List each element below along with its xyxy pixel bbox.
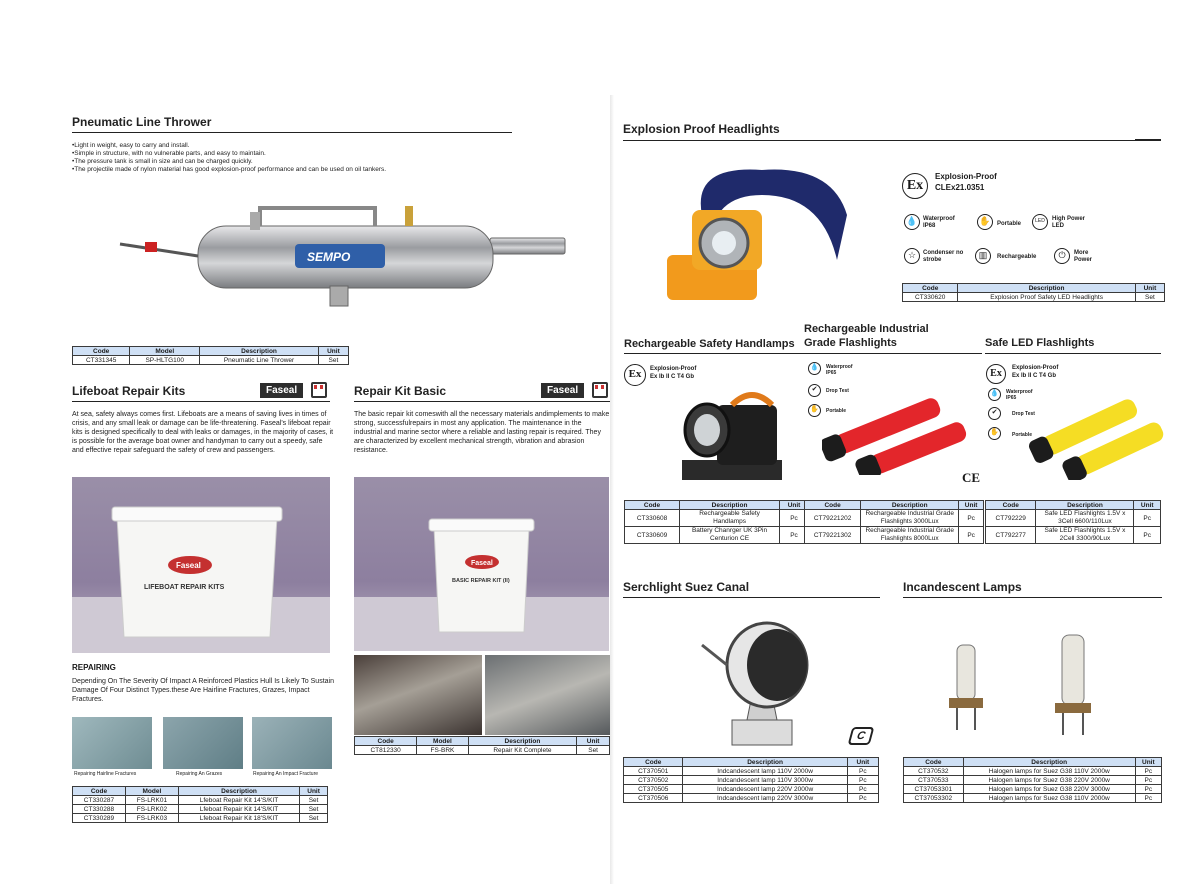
- col-model: Model: [130, 347, 200, 356]
- cell: Pc: [1134, 527, 1161, 544]
- bucket-label: LIFEBOAT REPAIR KITS: [144, 584, 225, 591]
- searchlight-table: [623, 757, 879, 803]
- cell: Pc: [1135, 794, 1161, 803]
- section-rule: [985, 353, 1161, 354]
- cell: Indcandescent lamp 220V 2000w: [683, 785, 847, 794]
- cell: CT331345: [73, 356, 130, 365]
- bucket-image: [72, 477, 330, 653]
- cell: Pc: [959, 527, 984, 544]
- col-description: Description: [200, 347, 319, 356]
- feature-condenser: Condenser no strobe: [923, 250, 964, 263]
- col-description: Description: [958, 284, 1136, 293]
- cell: Indcandescent lamp 110V 2000w: [683, 767, 847, 776]
- col-unit: Unit: [300, 787, 328, 796]
- right-page: [612, 0, 1200, 884]
- cell: Pc: [959, 510, 984, 527]
- table-row: [805, 527, 984, 544]
- feature-rechargeable: Rechargeable: [997, 254, 1037, 260]
- headlights-title: Explosion Proof Headlights: [623, 122, 780, 136]
- impact-photo: [252, 717, 332, 769]
- table-row: [904, 767, 1162, 776]
- feature-drop: Drop Test: [826, 388, 849, 394]
- red-flashlight-image: [822, 395, 972, 475]
- table-row: [986, 527, 1161, 544]
- cell: FS-LRK01: [125, 796, 178, 805]
- hairline-photo: [72, 717, 152, 769]
- searchlight-title: Serchlight Suez Canal: [623, 580, 750, 594]
- col-code: Code: [624, 758, 683, 767]
- cell: SP-HLTG100: [130, 356, 200, 365]
- bullet-item: • Light in weight, easy to carry and install.: [72, 142, 392, 150]
- bullet-item: • Simple in structure, with no vulnerable parts, and easy to maintain.: [72, 150, 392, 158]
- col-code: Code: [73, 347, 130, 356]
- cell: Rechargeable Safety Handlamps: [680, 510, 780, 527]
- feature-waterproof: Waterproof IP65: [826, 364, 853, 376]
- table-row: [904, 785, 1162, 794]
- col-unit: Unit: [847, 758, 878, 767]
- table-row: [904, 794, 1162, 803]
- cell: Pc: [1135, 767, 1161, 776]
- line-thrower-title: Pneumatic Line Thrower: [72, 115, 212, 129]
- col-description: Description: [963, 758, 1135, 767]
- yellow-flashlight-image: [1027, 395, 1167, 480]
- col-model: Model: [417, 737, 468, 746]
- cell: Lfeboat Repair Kit 18'S/KIT: [178, 814, 299, 823]
- cell: Repair Kit Complete: [468, 746, 577, 755]
- col-unit: Unit: [1135, 284, 1164, 293]
- col-description: Description: [468, 737, 577, 746]
- lifeboat-table: [72, 786, 328, 823]
- cell: Pc: [1135, 785, 1161, 794]
- bucket-label: BASIC REPAIR KIT (II): [452, 578, 510, 584]
- cell: Pc: [1134, 510, 1161, 527]
- table-row: [624, 794, 879, 803]
- cell: CT79221302: [805, 527, 861, 544]
- ex-code: Ex Ib II C T4 Gb: [650, 374, 695, 380]
- table-row: [624, 785, 879, 794]
- table-row: [904, 776, 1162, 785]
- headlight-image: [662, 155, 862, 315]
- col-model: Model: [125, 787, 178, 796]
- feature-power: More Power: [1074, 250, 1093, 263]
- col-code: Code: [625, 501, 680, 510]
- cell: CT812330: [355, 746, 417, 755]
- shop-icon: [592, 382, 608, 398]
- feature-waterproof: Waterproof IP65: [1006, 389, 1033, 401]
- feature-portable: Portable: [997, 221, 1022, 227]
- cell: Lfeboat Repair Kit 14'S/KIT: [178, 805, 299, 814]
- ex-title: Explosion-Proof: [1012, 365, 1059, 371]
- bucket-brand: Faseal: [176, 561, 201, 570]
- led-icon: LED: [1032, 214, 1048, 230]
- cell: Safe LED Flashlights 1.5V x 2Cell 3300/90Lux: [1036, 527, 1134, 544]
- brand-label: SEMPO: [307, 250, 351, 264]
- col-unit: Unit: [318, 347, 348, 356]
- cell: Halogen lamps for Suez G38 110V 2000w: [963, 794, 1135, 803]
- repair-basic-table: [354, 736, 610, 755]
- feature-drop: Drop Test: [1012, 411, 1035, 417]
- table-row: [624, 776, 879, 785]
- cell: CT79221202: [805, 510, 861, 527]
- cell: Set: [318, 356, 348, 365]
- ex-code: CLEx21.0351: [935, 183, 985, 192]
- cell: Indcandescent lamp 110V 3000w: [683, 776, 847, 785]
- cell: Set: [300, 805, 328, 814]
- cell: CT330288: [73, 805, 126, 814]
- cell: CT37053302: [904, 794, 964, 803]
- cs-mark-icon: C: [848, 727, 875, 745]
- ex-mark: Ex: [624, 364, 646, 386]
- lifeboat-title: Lifeboat Repair Kits: [72, 384, 186, 398]
- col-description: Description: [680, 501, 780, 510]
- section-rule: [72, 132, 512, 133]
- hand-icon: ✋: [977, 214, 993, 230]
- cell: Set: [577, 746, 610, 755]
- cell: Rechargeable Industrial Grade Flashlights 3000Lux: [861, 510, 959, 527]
- caption-hairline: Repairing Hairline Fractures: [74, 771, 137, 777]
- incandescent-title: Incandescent Lamps: [903, 580, 1022, 594]
- col-code: Code: [355, 737, 417, 746]
- caption-impact: Repairing An Impact Fracture: [253, 771, 319, 777]
- bullet-item: • The projectile made of nylon material has good explosion-proof performance and can be used on oil tankers.: [72, 166, 392, 174]
- cell: Set: [300, 814, 328, 823]
- col-description: Description: [683, 758, 847, 767]
- cell: Rechargeable Industrial Grade Flashlights 8000Lux: [861, 527, 959, 544]
- table-row: [625, 510, 809, 527]
- industrial-title-1: Rechargeable Industrial: [804, 323, 929, 335]
- table-row: [73, 356, 349, 365]
- table-row: [625, 527, 809, 544]
- table-row: [805, 510, 984, 527]
- ce-mark: CE: [962, 470, 981, 485]
- cell: CT330287: [73, 796, 126, 805]
- feature-led: High Power LED: [1052, 216, 1086, 229]
- table-row: [624, 767, 879, 776]
- bullet-item: • The pressure tank is small in size and can be charged quickly.: [72, 158, 392, 166]
- industrial-table: [804, 500, 984, 544]
- cell: Pc: [780, 527, 809, 544]
- water-drop-icon: 💧: [808, 362, 821, 375]
- feature-portable: Portable: [826, 408, 847, 414]
- cell: Set: [1135, 293, 1164, 302]
- ex-code: Ex Ib II C T4 Gb: [1012, 373, 1057, 379]
- table-row: [73, 805, 328, 814]
- safe-led-table: [985, 500, 1161, 544]
- col-code: Code: [903, 284, 958, 293]
- table-row: [903, 293, 1165, 302]
- industrial-title-2: Grade Flashlights: [804, 337, 897, 349]
- cell: CT370532: [904, 767, 964, 776]
- repair-basic-photo: [354, 477, 609, 651]
- col-description: Description: [178, 787, 299, 796]
- col-code: Code: [986, 501, 1036, 510]
- col-description: Description: [861, 501, 959, 510]
- headlights-table: [902, 283, 1165, 302]
- safe-led-title: Safe LED Flashlights: [985, 337, 1095, 349]
- cell: CT330289: [73, 814, 126, 823]
- col-unit: Unit: [1135, 758, 1161, 767]
- drop-icon: ✔: [808, 384, 821, 397]
- section-rule: [624, 353, 804, 354]
- faseal-badge: Faseal: [260, 383, 303, 398]
- cell: Pc: [780, 510, 809, 527]
- incandescent-table: [903, 757, 1162, 803]
- searchlight-image: [692, 615, 832, 750]
- table-row: [73, 796, 328, 805]
- ex-title: Explosion-Proof: [650, 366, 697, 372]
- cell: Explosion Proof Safety LED Headlights: [958, 293, 1136, 302]
- cell: Set: [300, 796, 328, 805]
- cell: Safe LED Flashlights 1.5V x 3Cell 6600/110Lux: [1036, 510, 1134, 527]
- section-rule: [623, 140, 1148, 141]
- bucket-image: [354, 477, 609, 651]
- shop-icon: [311, 382, 327, 398]
- cell: FS-BRK: [417, 746, 468, 755]
- power-icon: ⏻: [1054, 248, 1070, 264]
- water-drop-icon: 💧: [904, 214, 920, 230]
- feature-waterproof: Waterproof IP68: [923, 216, 955, 229]
- hand-icon: ✋: [808, 404, 821, 417]
- col-description: Description: [1036, 501, 1134, 510]
- caption-graze: Repairing An Grazes: [176, 771, 223, 777]
- faseal-badge: Faseal: [541, 383, 584, 398]
- cell: CT330609: [625, 527, 680, 544]
- repair-basic-text: The basic repair kit comeswith all the necessary materials andimplements to make strong, successfulrepairs in most any application. The maintenance in the industrial and marine sector where a reliable and lasting repair is required. They are characterized by excellent mechanical strength, vibration and abrasion resistance.: [354, 411, 610, 454]
- table-row: [355, 746, 610, 755]
- cell: CT370533: [904, 776, 964, 785]
- feature-portable: Portable: [1012, 432, 1033, 438]
- cell: CT370501: [624, 767, 683, 776]
- section-rule: [623, 597, 880, 598]
- col-code: Code: [805, 501, 861, 510]
- battery-icon: ▥: [975, 248, 991, 264]
- drop-icon: ✔: [988, 407, 1001, 420]
- cell: CT792229: [986, 510, 1036, 527]
- cell: Halogen lamps for Suez G38 220V 3000w: [963, 785, 1135, 794]
- pipe-photo: [354, 655, 482, 735]
- lifeboat-photo: [72, 477, 330, 653]
- col-unit: Unit: [577, 737, 610, 746]
- section-rule: [72, 401, 330, 402]
- cell: CT330620: [903, 293, 958, 302]
- halogen-lamps-image: [937, 630, 1137, 740]
- repairing-title: REPAIRING: [72, 663, 116, 672]
- repair-basic-title: Repair Kit Basic: [354, 384, 447, 398]
- line-thrower-table: [72, 346, 349, 365]
- line-thrower-bullets: [72, 142, 392, 174]
- lamp-icon: ☆: [904, 248, 920, 264]
- cell: CT370505: [624, 785, 683, 794]
- cell: Halogen lamps for Suez G38 220V 2000w: [963, 776, 1135, 785]
- section-rule: [804, 353, 982, 354]
- handlamps-table: [624, 500, 809, 544]
- cell: CT370502: [624, 776, 683, 785]
- cell: Halogen lamps for Suez G38 110V 2000w: [963, 767, 1135, 776]
- cell: CT370506: [624, 794, 683, 803]
- col-code: Code: [73, 787, 126, 796]
- cell: Pneumatic Line Thrower: [200, 356, 319, 365]
- col-code: Code: [904, 758, 964, 767]
- ex-title: Explosion-Proof: [935, 172, 997, 181]
- cell: CT792277: [986, 527, 1036, 544]
- col-unit: Unit: [959, 501, 984, 510]
- table-row: [73, 814, 328, 823]
- graze-photo: [163, 717, 243, 769]
- cell: Lfeboat Repair Kit 14'S/KIT: [178, 796, 299, 805]
- section-rule: [354, 401, 610, 402]
- cell: CT330608: [625, 510, 680, 527]
- repairing-text: Depending On The Severity Of Impact A Reinforced Plastics Hull Is Likely To Sustain Damage Of Four Distinct Types.these Are Hairline Fractures, Grazes, Impact Fractures.: [72, 678, 334, 703]
- cell: Indcandescent lamp 220V 3000w: [683, 794, 847, 803]
- col-unit: Unit: [1134, 501, 1161, 510]
- handlamp-image: [677, 385, 797, 485]
- cell: Pc: [1135, 776, 1161, 785]
- water-drop-icon: 💧: [988, 388, 1001, 401]
- section-rule: [903, 597, 1162, 598]
- cell: Pc: [847, 776, 878, 785]
- valve-photo: [485, 655, 610, 735]
- ex-mark: Ex: [902, 173, 928, 199]
- handlamps-title: Rechargeable Safety Handlamps: [624, 338, 795, 350]
- cell: Battery Chanrger UK 3Pin Centurion CE: [680, 527, 780, 544]
- cell: CT37053301: [904, 785, 964, 794]
- line-thrower-image: [110, 200, 570, 310]
- cell: FS-LRK02: [125, 805, 178, 814]
- lifeboat-text: At sea, safety always comes first. Lifeboats are a means of saving lives in times of crisis, and any small leak or damage can be life-threatening. Faseal's lifeboat repair kits is designed specifically to deal with leaks or damages, in the majority of cases, it is possible for the average boat owner and handyman to carry out a speedy, safe and effective repair safeguard the safety of crew and passengers.: [72, 411, 334, 454]
- col-unit: Unit: [780, 501, 809, 510]
- ex-mark: Ex: [986, 364, 1006, 384]
- bucket-brand: Faseal: [471, 560, 493, 567]
- hand-icon: ✋: [988, 427, 1001, 440]
- table-row: [986, 510, 1161, 527]
- section-rule: [1135, 139, 1161, 141]
- cell: Pc: [847, 767, 878, 776]
- cell: Pc: [847, 785, 878, 794]
- cell: Pc: [847, 794, 878, 803]
- cell: FS-LRK03: [125, 814, 178, 823]
